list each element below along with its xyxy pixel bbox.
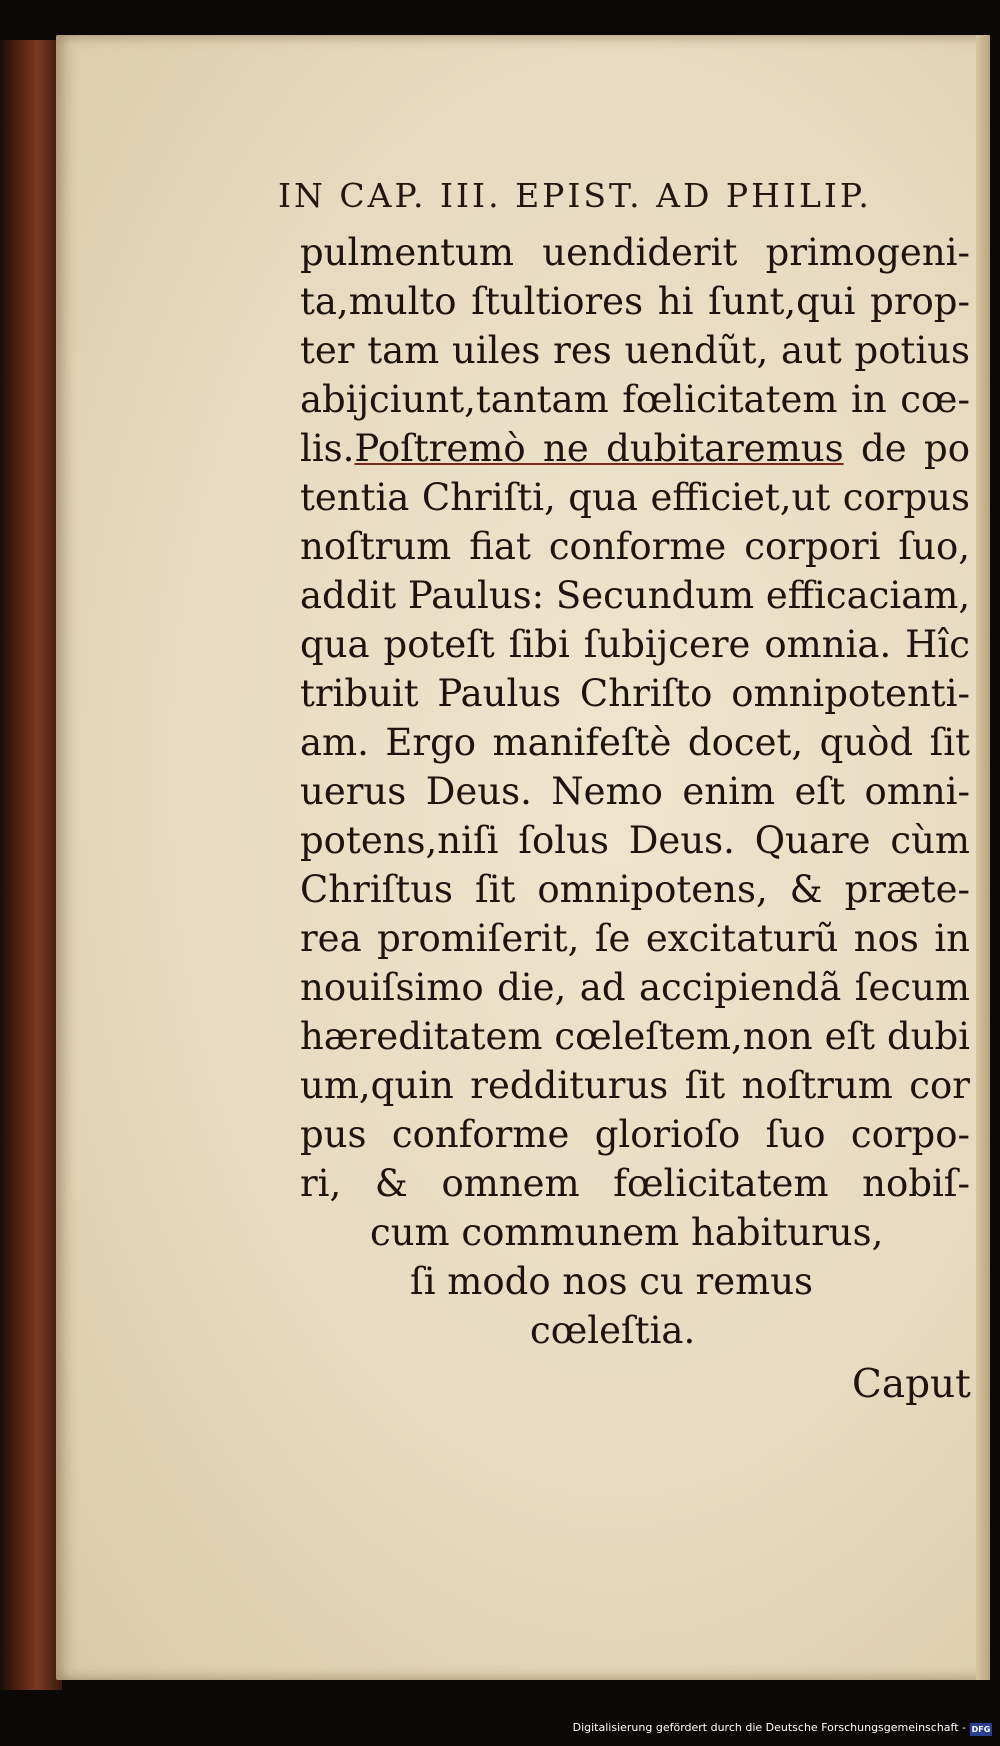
text-segment: lis. (300, 427, 355, 470)
text-line: tentia Chriſti, qua efficiet,ut corpus (300, 476, 970, 519)
text-line: ter tam uiles res uendũt, aut potius (300, 329, 970, 372)
text-line: tribuit Paulus Chriſto omnipotenti- (300, 672, 970, 715)
text-line: rea promiſerit, ſe excitaturũ nos in (300, 917, 970, 960)
text-line: Chriſtus ſit omnipotens, & præte- (300, 868, 970, 911)
text-line: am. Ergo manifeſtè docet, quòd ſit (300, 721, 970, 764)
closing-line: cum communem habiturus, (370, 1211, 884, 1254)
text-line: abijciunt,tantam fœlicitatem in cœ- (300, 378, 970, 421)
text-line: uerus Deus. Nemo enim eſt omni- (300, 770, 970, 813)
text-line (300, 424, 970, 473)
text-line: um,quin redditurus ſit noſtrum cor (300, 1064, 970, 1107)
running-head: IN CAP. III. EPIST. AD PHILIP. (278, 176, 872, 215)
text-line: ri, & omnem fœlicitatem nobiſ- (300, 1162, 970, 1205)
text-line: nouiſsimo die, ad accipiendã ſecum (300, 966, 970, 1009)
text-line: hæreditatem cœleſtem,non eſt dubi (300, 1015, 970, 1058)
dfg-logo: DFG (971, 1725, 991, 1734)
book-spine (0, 40, 62, 1690)
text-line: addit Paulus: Secundum efficaciam, (300, 574, 971, 617)
closing-line: ſi modo nos cu remus (410, 1260, 814, 1303)
catchword: Caput (852, 1362, 971, 1407)
text-line: ta,multo ſtultiores hi ſunt,qui prop- (300, 280, 970, 323)
text-line: noſtrum fiat conforme corpori ſuo, (300, 525, 970, 568)
page-edge (976, 35, 990, 1680)
text-segment: de po (861, 427, 970, 470)
underlined-passage: Poſtremò ne dubitaremus (354, 427, 844, 470)
text-line: pus conforme glorioſo ſuo corpo- (300, 1113, 970, 1156)
main-text (300, 228, 970, 1355)
text-line: qua poteſt ſibi ſubijcere omnia. Hîc (300, 623, 970, 666)
text-line: pulmentum uendiderit primogeni- (300, 231, 970, 274)
text-line: potens,niſi ſolus Deus. Quare cùm (300, 819, 970, 862)
digitization-credit: Digitalisierung gefördert durch die Deutsche Forschungsgemeinschaft - (572, 1721, 966, 1734)
closing-line: cœleſtia. (530, 1309, 696, 1352)
